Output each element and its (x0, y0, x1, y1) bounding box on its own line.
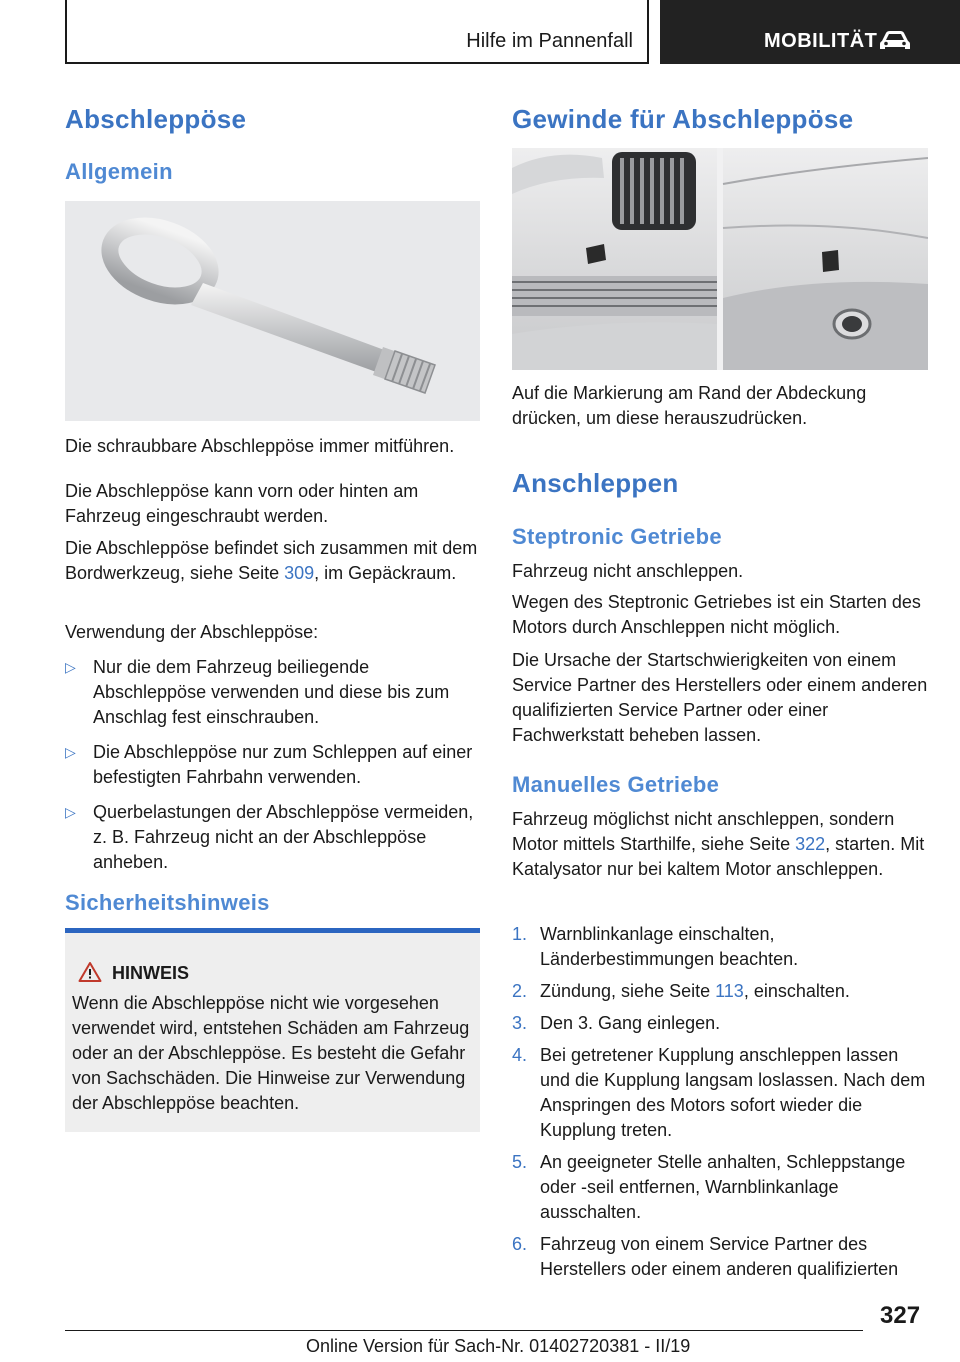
header-chapter-title: MOBILITÄT (764, 30, 878, 52)
section-title-tow-start: Anschleppen (512, 468, 679, 498)
section-title-tow-eye: Abschleppöse (65, 104, 247, 134)
paragraph-front-rear: Die Abschleppöse kann vorn oder hinten am Fahrzeug eingeschraubt werden. (65, 481, 419, 526)
tow-eye-illustration (65, 201, 480, 421)
warning-triangle-icon (78, 961, 102, 983)
page-link-322[interactable]: 322 (795, 834, 826, 854)
header-chapter-box (660, 0, 960, 64)
list-item: 6. Fahrzeug von einem Service Partner des Herstellers oder einem anderen qualifizierten (512, 1234, 899, 1279)
paragraph-press-mark: Auf die Markierung am Rand der Abdeckung drücken, um diese herauszudrücken. (512, 383, 867, 428)
header-section-box (65, 0, 649, 64)
paragraph-usage-intro: Verwendung der Abschleppöse: (65, 622, 319, 642)
tow-start-steps (512, 922, 928, 1282)
paragraph-steptronic-reason: Wegen des Steptronic Getriebes ist ein Starten des Motors durch Anschleppen nicht möglich. (512, 592, 921, 637)
usage-bullet-list (65, 655, 480, 875)
footer-divider (65, 1330, 863, 1331)
subsection-title-general: Allgemein (65, 159, 173, 184)
triangle-bullet-icon: ▷ (65, 744, 76, 760)
triangle-bullet-icon: ▷ (65, 659, 76, 675)
list-item: 4. Bei getretener Kupplung anschleppen lassen und die Kupplung langsam loslassen. Nach dem Anspringen des Motors sofort wieder die Kupplung treten. (512, 1045, 926, 1140)
list-item: 5. An geeigneter Stelle anhalten, Schleppstange oder -seil entfernen, Warnblinkanlage ausschalten. (512, 1152, 906, 1222)
subsection-title-safety: Sicherheitshinweis (65, 890, 270, 915)
paragraph-jump-start: Fahrzeug möglichst nicht anschleppen, sondern Motor mittels Starthilfe, siehe Seite 322, starten. Mit Katalysator nur bei kaltem Motor anschleppen. (512, 809, 925, 879)
page-link-113[interactable]: 113 (715, 981, 744, 1001)
list-item: 1. Warnblinkanlage einschalten, Länderbestimmungen beachten. (512, 924, 799, 969)
notice-title: HINWEIS (112, 963, 190, 983)
bumper-cover-photos (512, 148, 928, 370)
page-link-309[interactable]: 309 (284, 563, 315, 583)
paragraph-service-partner: Die Ursache der Startschwierigkeiten von einem Service Partner des Herstellers oder einem anderen qualifizierten Service Partner oder einer Fachwerkstatt beheben lassen. (512, 650, 928, 745)
list-item: 3. Den 3. Gang einlegen. (512, 1013, 721, 1033)
list-item: 2. Zündung, siehe Seite 113, einschalten. (512, 981, 850, 1001)
page-number: 327 (880, 1302, 921, 1329)
subsection-title-steptronic: Steptronic Getriebe (512, 524, 722, 549)
notice-text: Wenn die Abschleppöse nicht wie vorgesehen verwendet wird, entstehen Schäden am Fahrzeug oder an der Abschleppöse. Es besteht die Gefahr von Sachschäden. Die Hinweise zur Verwendung der Abschleppöse beachten. (72, 993, 470, 1113)
paragraph-no-tow-start: Fahrzeug nicht anschleppen. (512, 561, 744, 581)
list-item: ▷ Die Abschleppöse nur zum Schleppen auf einer befestigten Fahrbahn verwenden. (65, 742, 473, 787)
paragraph-carry-tow-eye: Die schraubbare Abschleppöse immer mitführen. (65, 436, 455, 456)
footer-version: Online Version für Sach-Nr. 01402720381 - II/19 (306, 1336, 691, 1356)
paragraph-location: Die Abschleppöse befindet sich zusammen mit dem Bordwerkzeug, siehe Seite 309, im Gepäckraum. (65, 538, 478, 583)
list-item: ▷ Nur die dem Fahrzeug beiliegende Abschleppöse verwenden und diese bis zum Anschlag fest einschrauben. (65, 657, 450, 727)
list-item: ▷ Querbelastungen der Abschleppöse vermeiden, z. B. Fahrzeug nicht an der Abschleppöse anheben. (65, 802, 474, 872)
notice-box (65, 928, 480, 1132)
subsection-title-manual: Manuelles Getriebe (512, 772, 720, 797)
section-title-thread: Gewinde für Abschleppöse (512, 104, 854, 134)
header-section-title: Hilfe im Pannenfall (466, 30, 633, 52)
triangle-bullet-icon: ▷ (65, 804, 76, 820)
car-icon (878, 28, 912, 52)
